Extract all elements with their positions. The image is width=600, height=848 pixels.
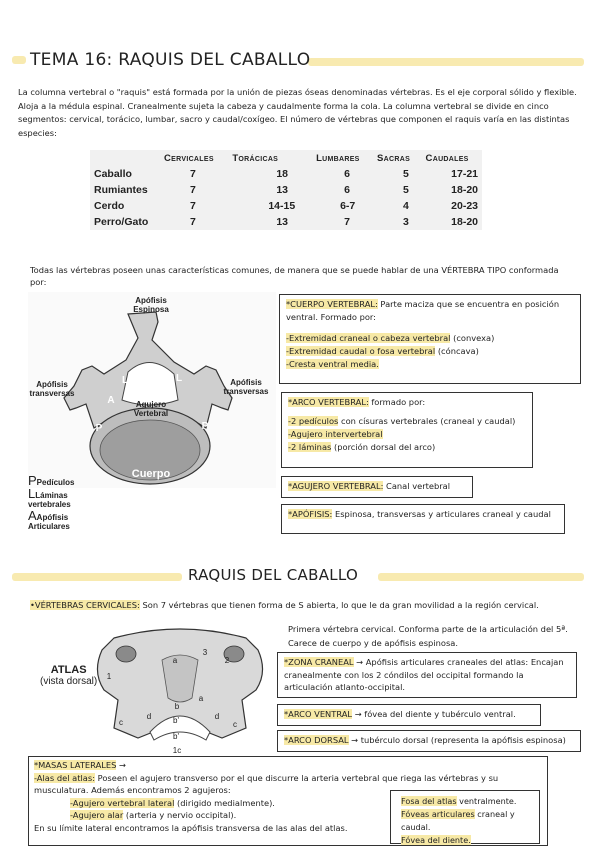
box-agujero-vertebral: *AGUJERO VERTEBRAL: Canal vertebral (281, 476, 473, 498)
box-apofisis: *APÓFISIS: Espinosa, transversas y articulares craneal y caudal (281, 504, 565, 534)
table-cell: 6 (344, 168, 350, 180)
table-cell: 7 (344, 216, 350, 228)
box-arco-ventral: *ARCO VENTRAL → fóvea del diente y tubérculo ventral. (277, 704, 541, 726)
atlas-letter-a-right: a (198, 694, 204, 703)
table-row (90, 166, 482, 182)
box-cuerpo-vertebral: *CUERPO VERTEBRAL: Parte maciza que se encuentra en posición ventral. Formado por: -Extremidad craneal o cabeza vertebral (convexa) -Extremidad caudal o fosa vertebral (cóncava) -Cresta ventral media. (279, 294, 581, 384)
title-highlight-left (12, 56, 26, 64)
atlas-number-1: 1 (106, 672, 112, 681)
table-cell: 18-20 (451, 216, 478, 228)
atlas-number-2: 2 (224, 656, 230, 665)
table-cell: 17-21 (451, 168, 478, 180)
table-cell: Caballo (94, 168, 132, 180)
table-cell: 18 (276, 168, 288, 180)
section2-title: RAQUIS DEL CABALLO (188, 566, 359, 584)
label-letter-p-right: P (201, 421, 209, 432)
table-cell: 4 (403, 200, 409, 212)
atlas-letter-c-right: c (233, 720, 237, 729)
table-header-cell: Cervicales (164, 153, 214, 164)
label-body: Cuerpo (131, 468, 171, 480)
table-cell: 3 (403, 216, 409, 228)
table-cell: 13 (276, 216, 288, 228)
vertebra-tipo-lead: Todas las vértebras poseen unas características comunes, de manera que se puede hablar de una VÉRTEBRA TIPO conformada por: (30, 265, 559, 287)
box-fosa-del-atlas: Fosa del atlas ventralmente. Fóveas articulares craneal y caudal. Fóvea del diente. (390, 790, 540, 844)
legend-item: LLáminas vertebrales (28, 486, 71, 509)
label-letter-p-left: P (95, 423, 103, 434)
label-vertebral-foramen: Agujero Vertebral (133, 400, 169, 418)
table-cell: 14-15 (268, 200, 296, 212)
atlas-letter-b-prime-lower: b' (173, 732, 179, 741)
table-row (90, 198, 482, 214)
table-cell: 7 (190, 168, 196, 180)
atlas-letter-b: b (174, 702, 180, 711)
table-cell: 7 (190, 184, 196, 196)
table-cell: 5 (403, 168, 409, 180)
section2-highlight-right (378, 573, 584, 581)
cervical-line: •VÉRTEBRAS CERVICALES: Son 7 vértebras que tienen forma de S abierta, lo que le da gran movilidad a la región cervical. (30, 600, 539, 610)
box-zona-craneal: *ZONA CRANEAL → Apófisis articulares craneales del atlas: Encajan cranealmente con los 2 cóndilos del occipital formando la articulación atlanto-occipital. (277, 652, 577, 698)
table-cell: 6 (344, 184, 350, 196)
figure-legend (28, 473, 108, 531)
box-arco-vertebral: *ARCO VERTEBRAL: formado por: -2 pedículos con císuras vertebrales (craneal y caudal) -Agujero intervertebral -2 láminas (porción dorsal del arco) (281, 392, 533, 468)
atlas-letter-d-right: d (214, 712, 220, 721)
table-row (90, 214, 482, 230)
atlas-number-3: 3 (202, 648, 208, 657)
table-header-cell: Lumbares (316, 153, 360, 164)
label-letter-l-right: L (175, 373, 183, 384)
label-transverse-left: Apófisis transversas (29, 380, 75, 398)
table-cell: 7 (190, 216, 196, 228)
table-cell: Cerdo (94, 200, 125, 212)
box-arco-dorsal: *ARCO DORSAL → tubérculo dorsal (representa la apófisis espinosa) (277, 730, 581, 752)
table-cell: 7 (190, 200, 196, 212)
legend-item: PPedículos (28, 473, 75, 488)
atlas-caption: ATLAS (vista dorsal) (40, 664, 98, 687)
section2-highlight-left (12, 573, 182, 581)
table-row (90, 182, 482, 198)
atlas-letter-c-left: c (119, 718, 123, 727)
atlas-letter-a-top: a (172, 656, 178, 665)
table-header-cell (90, 150, 160, 166)
table-cell: Perro/Gato (94, 216, 149, 228)
table-cell: 13 (276, 184, 288, 196)
label-transverse-right: Apófisis transversas (223, 378, 269, 396)
table-cell: Rumiantes (94, 184, 148, 196)
title-highlight-bar (308, 58, 584, 66)
label-spinous-process: Apófisis Espinosa (133, 296, 169, 314)
page-title: TEMA 16: RAQUIS DEL CABALLO (30, 50, 311, 70)
legend-item: AApófisis Articulares (28, 508, 70, 531)
table-header-cell: Sacras (377, 153, 411, 164)
atlas-first-vertebra: Primera vértebra cervical. Conforma parte de la articulación del 5ª. Carece de cuerpo y de apófisis espinosa. (288, 624, 568, 648)
table-header-cell: Caudales (425, 153, 469, 164)
vertebra-count-table (90, 150, 482, 230)
table-header-row (90, 150, 482, 166)
atlas-label-1c: 1c (172, 746, 182, 755)
table-cell: 5 (403, 184, 409, 196)
label-letter-l-left: L (121, 375, 129, 386)
atlas-letter-d-left: d (146, 712, 152, 721)
label-letter-a: A (107, 395, 115, 406)
atlas-letter-bp: b' (173, 716, 179, 725)
table-cell: 18-20 (451, 184, 478, 196)
box-masas-laterales: *MASAS LATERALES → -Alas del atlas: Poseen el agujero transverso por el que discurre la arteria vertebral que riega las vértebras y su musculatura. Además encontramos 2 agujeros: -Agujero vertebral lateral (dirigido medialmente). -Agujero alar (arteria y nervio occipital). En su límite lateral encontramos la apófisis transversa de las alas del atlas. (28, 756, 548, 846)
table-header-cell: Torácicas (232, 153, 279, 164)
table-cell: 6-7 (340, 200, 356, 212)
intro-paragraph: La columna vertebral o "raquis" está formada por la unión de piezas óseas denominadas vértebras. Es el eje corporal sólido y flexible. Aloja a la médula espinal. Cranealmente sujeta la cabeza y caudalmente forma la cola. La columna vertebral se divide en cinco segmentos: cervical, torácico, lumbar, sacro y caudal/coxígeo. El número de vértebras que componen el raquis varía en las distintas especies: (18, 87, 577, 138)
table-cell: 20-23 (451, 200, 478, 212)
